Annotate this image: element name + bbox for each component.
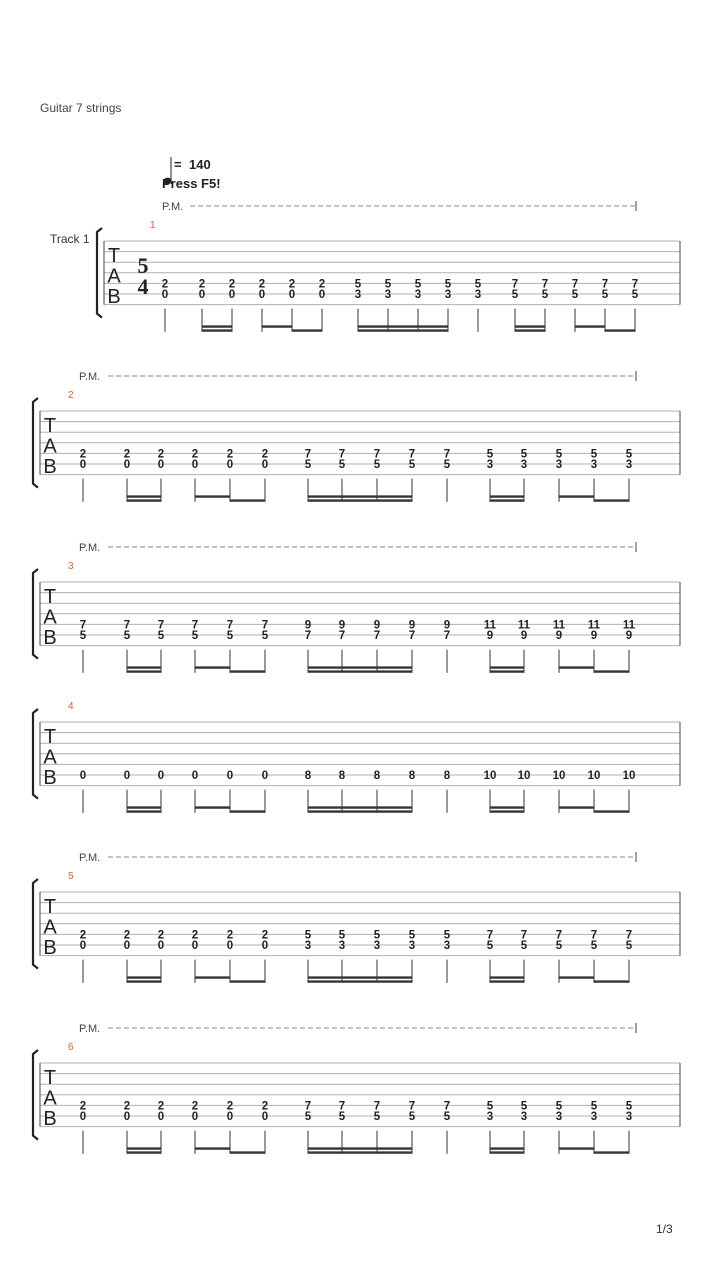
fret-number: 3 — [474, 289, 482, 301]
fret-number: 5 — [625, 448, 633, 461]
measure-number: 6 — [68, 1042, 74, 1053]
fret-number: 7 — [590, 929, 598, 942]
palm-mute-label: P.M. — [162, 201, 184, 213]
fret-number: 2 — [226, 448, 234, 461]
fret-number: 5 — [571, 289, 579, 301]
fret-number: 5 — [486, 448, 494, 461]
score-title: Guitar 7 strings — [40, 101, 122, 115]
fret-number: 5 — [520, 448, 528, 461]
fret-number: 0 — [123, 940, 131, 952]
fret-number: 3 — [590, 1111, 598, 1123]
fret-number: 2 — [79, 1100, 87, 1113]
fret-number: 7 — [408, 1100, 416, 1113]
tab-letter-B: B — [43, 1108, 57, 1130]
fret-number: 7 — [123, 619, 131, 632]
fret-number: 5 — [520, 940, 528, 952]
fret-number: 5 — [443, 929, 451, 942]
fret-number: 0 — [157, 940, 165, 952]
fret-number: 5 — [123, 630, 131, 642]
fret-number: 8 — [304, 770, 312, 782]
fret-number: 7 — [338, 448, 346, 461]
fret-number: 7 — [191, 619, 199, 632]
fret-number: 11 — [552, 619, 566, 632]
fret-number: 5 — [373, 1111, 381, 1123]
fret-number: 7 — [226, 619, 234, 632]
fret-number: 7 — [373, 1100, 381, 1113]
fret-number: 9 — [304, 619, 312, 632]
fret-number: 5 — [486, 1100, 494, 1113]
fret-number: 9 — [555, 630, 563, 642]
fret-number: 3 — [520, 1111, 528, 1123]
tempo-value: 140 — [189, 157, 211, 172]
fret-number: 5 — [354, 278, 362, 291]
fret-number: 5 — [625, 1100, 633, 1113]
fret-number: 3 — [625, 1111, 633, 1123]
fret-number: 2 — [191, 1100, 199, 1113]
fret-number: 9 — [625, 630, 633, 642]
palm-mute-label: P.M. — [79, 1023, 101, 1035]
fret-number: 7 — [261, 619, 269, 632]
fret-number: 7 — [373, 630, 381, 642]
palm-mute-label: P.M. — [79, 371, 101, 383]
fret-number: 0 — [226, 770, 234, 782]
fret-number: 9 — [443, 619, 451, 632]
fret-number: 7 — [486, 929, 494, 942]
measure-number: 3 — [68, 561, 74, 572]
fret-number: 5 — [373, 929, 381, 942]
fret-number: 2 — [157, 448, 165, 461]
fret-number: 0 — [157, 770, 165, 782]
fret-number: 5 — [555, 940, 563, 952]
fret-number: 5 — [414, 278, 422, 291]
fret-number: 5 — [520, 1100, 528, 1113]
fret-number: 0 — [261, 940, 269, 952]
tempo-equals: = — [174, 157, 182, 172]
fret-number: 3 — [590, 459, 598, 471]
fret-number: 5 — [226, 630, 234, 642]
tab-letter-T: T — [43, 726, 57, 748]
fret-number: 2 — [161, 278, 169, 291]
tab-letter-B: B — [107, 286, 121, 308]
fret-number: 5 — [79, 630, 87, 642]
fret-number: 7 — [304, 448, 312, 461]
measure-number: 5 — [68, 871, 74, 882]
fret-number: 7 — [408, 448, 416, 461]
fret-number: 0 — [288, 289, 296, 301]
fret-number: 0 — [79, 459, 87, 471]
system-bracket — [33, 569, 38, 659]
tab-letter-T: T — [107, 245, 121, 267]
fret-number: 10 — [483, 770, 497, 782]
tab-letter-A: A — [43, 435, 57, 458]
fret-number: 8 — [443, 770, 451, 782]
fret-number: 7 — [520, 929, 528, 942]
system-bracket — [97, 228, 102, 318]
fret-number: 0 — [191, 459, 199, 471]
fret-number: 0 — [79, 770, 87, 782]
fret-number: 2 — [79, 929, 87, 942]
fret-number: 5 — [304, 459, 312, 471]
section-marker: Press F5! — [162, 176, 221, 191]
measure-number: 2 — [68, 390, 74, 401]
fret-number: 7 — [408, 630, 416, 642]
tab-letter-A: A — [43, 746, 57, 769]
fret-number: 3 — [444, 289, 452, 301]
fret-number: 9 — [408, 619, 416, 632]
tab-letter-T: T — [43, 1067, 57, 1089]
fret-number: 2 — [261, 448, 269, 461]
fret-number: 0 — [157, 1111, 165, 1123]
fret-number: 7 — [338, 630, 346, 642]
fret-number: 8 — [373, 770, 381, 782]
fret-number: 3 — [486, 459, 494, 471]
fret-number: 11 — [622, 619, 636, 632]
fret-number: 10 — [552, 770, 566, 782]
fret-number: 2 — [228, 278, 236, 291]
fret-number: 0 — [79, 1111, 87, 1123]
fret-number: 11 — [517, 619, 531, 632]
fret-number: 5 — [541, 289, 549, 301]
fret-number: 0 — [198, 289, 206, 301]
tab-letter-B: B — [43, 456, 57, 478]
fret-number: 3 — [304, 940, 312, 952]
fret-number: 5 — [408, 459, 416, 471]
fret-number: 2 — [288, 278, 296, 291]
tab-letter-B: B — [43, 767, 57, 789]
fret-number: 2 — [123, 1100, 131, 1113]
fret-number: 7 — [555, 929, 563, 942]
fret-number: 5 — [625, 940, 633, 952]
fret-number: 8 — [338, 770, 346, 782]
fret-number: 5 — [157, 630, 165, 642]
tab-letter-T: T — [43, 896, 57, 918]
measure-number: 4 — [68, 701, 74, 712]
system-bracket — [33, 1050, 38, 1140]
fret-number: 2 — [191, 929, 199, 942]
fret-number: 5 — [444, 278, 452, 291]
fret-number: 5 — [590, 1100, 598, 1113]
fret-number: 11 — [587, 619, 601, 632]
fret-number: 3 — [384, 289, 392, 301]
fret-number: 3 — [486, 1111, 494, 1123]
fret-number: 3 — [338, 940, 346, 952]
fret-number: 5 — [304, 1111, 312, 1123]
fret-number: 3 — [443, 940, 451, 952]
fret-number: 5 — [191, 630, 199, 642]
fret-number: 7 — [571, 278, 579, 291]
time-signature-top: 5 — [137, 253, 149, 278]
system-bracket — [33, 398, 38, 488]
fret-number: 0 — [161, 289, 169, 301]
fret-number: 0 — [191, 770, 199, 782]
fret-number: 7 — [631, 278, 639, 291]
fret-number: 0 — [123, 459, 131, 471]
fret-number: 0 — [261, 1111, 269, 1123]
fret-number: 5 — [373, 459, 381, 471]
fret-number: 5 — [443, 1111, 451, 1123]
tab-letter-A: A — [43, 916, 57, 939]
fret-number: 3 — [520, 459, 528, 471]
fret-number: 9 — [338, 619, 346, 632]
tab-letter-T: T — [43, 586, 57, 608]
track-label: Track 1 — [50, 232, 90, 246]
palm-mute-label: P.M. — [79, 542, 101, 554]
fret-number: 0 — [318, 289, 326, 301]
fret-number: 2 — [226, 1100, 234, 1113]
fret-number: 7 — [304, 630, 312, 642]
fret-number: 5 — [408, 929, 416, 942]
fret-number: 5 — [601, 289, 609, 301]
fret-number: 0 — [191, 1111, 199, 1123]
fret-number: 5 — [384, 278, 392, 291]
fret-number: 5 — [555, 1100, 563, 1113]
fret-number: 0 — [226, 459, 234, 471]
fret-number: 7 — [443, 630, 451, 642]
fret-number: 7 — [157, 619, 165, 632]
fret-number: 2 — [157, 1100, 165, 1113]
fret-number: 7 — [511, 278, 519, 291]
time-signature-bottom: 4 — [137, 274, 149, 299]
measure-number: 1 — [150, 220, 156, 231]
fret-number: 2 — [191, 448, 199, 461]
fret-number: 5 — [590, 448, 598, 461]
fret-number: 2 — [258, 278, 266, 291]
fret-number: 0 — [261, 770, 269, 782]
fret-number: 3 — [625, 459, 633, 471]
fret-number: 5 — [474, 278, 482, 291]
fret-number: 0 — [226, 1111, 234, 1123]
fret-number: 0 — [123, 1111, 131, 1123]
palm-mute-label: P.M. — [79, 852, 101, 864]
fret-number: 9 — [373, 619, 381, 632]
page-indicator: 1/3 — [656, 1222, 673, 1236]
fret-number: 2 — [198, 278, 206, 291]
system-bracket — [33, 879, 38, 969]
fret-number: 2 — [157, 929, 165, 942]
fret-number: 0 — [261, 459, 269, 471]
fret-number: 7 — [373, 448, 381, 461]
system-bracket — [33, 709, 38, 799]
fret-number: 0 — [157, 459, 165, 471]
fret-number: 2 — [261, 1100, 269, 1113]
fret-number: 5 — [338, 1111, 346, 1123]
fret-number: 11 — [483, 619, 497, 632]
fret-number: 7 — [304, 1100, 312, 1113]
fret-number: 0 — [123, 770, 131, 782]
fret-number: 3 — [555, 1111, 563, 1123]
tab-letter-A: A — [43, 1087, 57, 1110]
fret-number: 9 — [486, 630, 494, 642]
fret-number: 2 — [226, 929, 234, 942]
fret-number: 3 — [373, 940, 381, 952]
fret-number: 10 — [587, 770, 601, 782]
fret-number: 5 — [338, 459, 346, 471]
tab-letter-A: A — [107, 265, 121, 288]
fret-number: 9 — [520, 630, 528, 642]
fret-number: 5 — [590, 940, 598, 952]
tab-letter-B: B — [43, 627, 57, 649]
fret-number: 0 — [191, 940, 199, 952]
fret-number: 5 — [511, 289, 519, 301]
fret-number: 0 — [226, 940, 234, 952]
fret-number: 7 — [338, 1100, 346, 1113]
fret-number: 7 — [541, 278, 549, 291]
tab-letter-B: B — [43, 937, 57, 959]
fret-number: 5 — [304, 929, 312, 942]
fret-number: 2 — [318, 278, 326, 291]
fret-number: 5 — [631, 289, 639, 301]
fret-number: 0 — [258, 289, 266, 301]
fret-number: 10 — [622, 770, 636, 782]
fret-number: 5 — [486, 940, 494, 952]
fret-number: 0 — [228, 289, 236, 301]
fret-number: 3 — [408, 940, 416, 952]
fret-number: 2 — [123, 929, 131, 942]
fret-number: 5 — [443, 459, 451, 471]
fret-number: 2 — [123, 448, 131, 461]
fret-number: 5 — [408, 1111, 416, 1123]
fret-number: 8 — [408, 770, 416, 782]
fret-number: 5 — [555, 448, 563, 461]
fret-number: 10 — [517, 770, 531, 782]
tab-letter-T: T — [43, 415, 57, 437]
fret-number: 5 — [261, 630, 269, 642]
fret-number: 7 — [625, 929, 633, 942]
fret-number: 3 — [354, 289, 362, 301]
fret-number: 5 — [338, 929, 346, 942]
fret-number: 2 — [79, 448, 87, 461]
fret-number: 3 — [414, 289, 422, 301]
fret-number: 3 — [555, 459, 563, 471]
fret-number: 2 — [261, 929, 269, 942]
fret-number: 7 — [443, 1100, 451, 1113]
fret-number: 9 — [590, 630, 598, 642]
fret-number: 7 — [443, 448, 451, 461]
fret-number: 0 — [79, 940, 87, 952]
fret-number: 7 — [79, 619, 87, 632]
fret-number: 7 — [601, 278, 609, 291]
tab-letter-A: A — [43, 606, 57, 629]
